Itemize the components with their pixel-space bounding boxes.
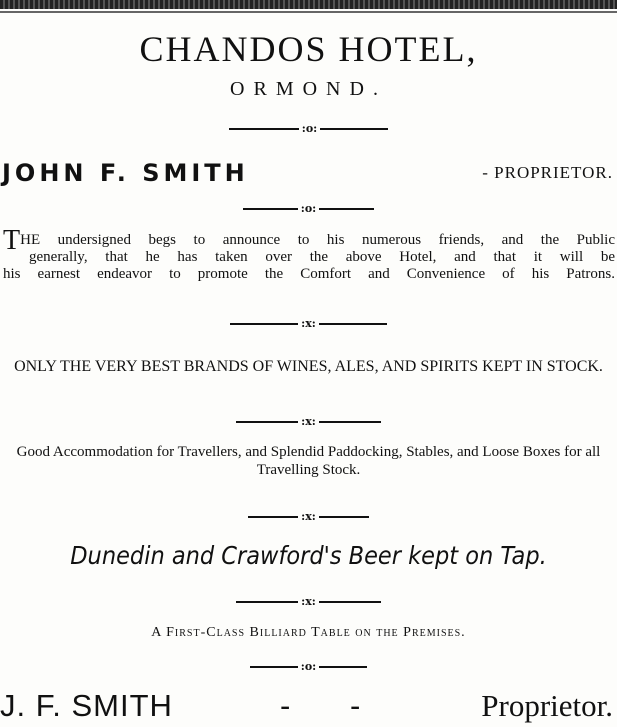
footer-title: Proprietor. <box>481 688 613 723</box>
proprietor-name: JOHN F. SMITH <box>2 159 249 187</box>
top-rule-thin <box>0 11 617 13</box>
divider-1 <box>0 123 617 135</box>
divider-ornament: :x: <box>301 595 316 608</box>
divider-ornament: :x: <box>301 317 316 330</box>
footer-name: J. F. SMITH <box>0 688 173 723</box>
proprietor-row <box>0 158 617 188</box>
billiard-notice: A First-Class Billiard Table on the Premises. <box>151 625 466 640</box>
divider-3 <box>0 318 617 330</box>
divider-ornament: :x: <box>301 415 316 428</box>
beer-notice: Dunedin and Crawford's Beer kept on Tap. <box>70 541 547 570</box>
footer-signature <box>0 686 617 726</box>
drop-cap: T <box>3 225 21 256</box>
announcement-line-3: his earnest endeavor to promote the Comfort and Convenience of his Patrons. <box>3 266 615 282</box>
footer-dash: - <box>350 688 361 723</box>
announcement-paragraph <box>3 225 615 283</box>
footer-dash: - <box>280 688 291 723</box>
top-rule <box>0 0 617 9</box>
hotel-name: CHANDOS HOTEL, <box>139 29 478 69</box>
town-name: ORMOND. <box>230 78 387 100</box>
divider-ornament: :o: <box>301 122 318 135</box>
announcement-line-1: THE undersigned begs to announce to his numerous friends, and the Public <box>3 225 615 256</box>
divider-5 <box>0 511 617 523</box>
divider-ornament: :o: <box>300 202 317 215</box>
divider-2 <box>0 203 617 215</box>
divider-7 <box>0 661 617 673</box>
accommodation-notice: Good Accommodation for Travellers, and Splendid Paddocking, Stables, and Loose Boxes for all Travelling Stock. <box>16 444 601 478</box>
divider-6 <box>0 596 617 608</box>
divider-ornament: :x: <box>301 510 316 523</box>
brands-notice: ONLY THE VERY BEST BRANDS OF WINES, ALES, AND SPIRITS KEPT IN STOCK. <box>14 358 603 375</box>
divider-ornament: :o: <box>300 660 317 673</box>
divider-4 <box>0 416 617 428</box>
announcement-line-2: generally, that he has taken over the above Hotel, and that it will be <box>29 249 615 265</box>
proprietor-title: - PROPRIETOR. <box>482 163 613 182</box>
